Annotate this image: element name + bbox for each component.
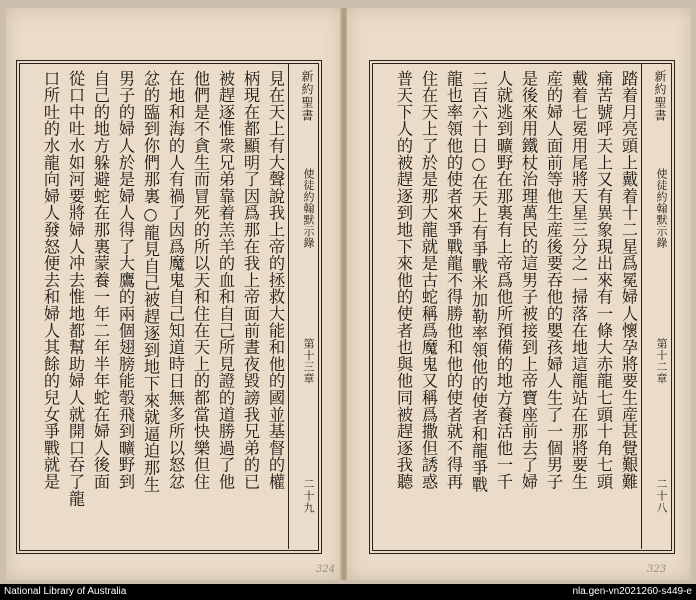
- right-text-column: 普天下人的被趕逐到地下來他的使者也與他同被趕逐我聽: [394, 70, 413, 490]
- left-page-header: 新約聖書: [300, 70, 314, 122]
- left-page: [6, 8, 343, 580]
- right-text-column: 人就逃到曠野在那裏有上帝爲他所預備的地方養活他一千: [494, 70, 513, 490]
- right-chapter: 第十二章: [655, 338, 668, 384]
- right-text-column: 痛苦號呼天上又有異象現出來有一條大赤龍七頭十角七頭: [594, 70, 613, 490]
- left-text-column: 口所吐的水龍向婦人發怒便去和婦人其餘的兒女爭戰就是: [41, 70, 60, 490]
- left-page-number: 二十九: [302, 478, 315, 514]
- left-text-column: 被趕逐惟衆兄弟靠着羔羊的血和自己所見證的道勝過了他: [216, 70, 235, 490]
- right-page-number: 二十八: [655, 478, 668, 514]
- right-page-header: 新約聖書: [653, 70, 667, 122]
- right-text-column: 是後來用鐵杖治理萬民的這男子被接到上帝寶座前去了婦: [519, 70, 538, 490]
- left-page-stamp: 324: [316, 564, 336, 575]
- left-book-title: 使徒約翰默示錄: [302, 168, 315, 249]
- right-page-stamp: 323: [647, 564, 667, 575]
- right-text-column: 龍也率領他的使者來爭戰龍不得勝他和他的使者就不得再: [444, 70, 463, 490]
- left-text-column: 柄現在都顯明了因爲那在我上帝面前晝夜毀謗我兄弟的已: [241, 70, 260, 490]
- left-text-column: 忿的臨到你們那裏○龍見自己被趕逐到地下來就逼迫那生: [141, 70, 160, 493]
- right-page: [346, 8, 691, 580]
- left-margin-divider: [288, 63, 289, 549]
- left-text-column: 他們是不貪生而冒死的所以天和住在天上的都當快樂但住: [191, 70, 210, 490]
- left-text-column: 自己的地方躲避蛇在那裏蒙養一年二年半年蛇在婦人後面: [91, 70, 110, 490]
- right-text-column: 産的婦人面前等他生産後要吞他的嬰孩婦人生了一個男子: [544, 70, 563, 490]
- left-chapter: 第十三章: [302, 338, 315, 384]
- right-text-column: 戴着七冕用尾將天星三分之一掃落在地這龍站在那將要生: [569, 70, 588, 490]
- footer-item-id: nla.gen-vn2021260-s449-e: [572, 586, 692, 597]
- left-text-column: 從口中吐水如河要將婦人冲去惟地都幫助婦人就開口吞了龍: [66, 70, 85, 507]
- right-book-title: 使徒約翰默示錄: [655, 168, 668, 249]
- right-margin-divider: [641, 63, 642, 549]
- left-text-column: 男子的婦人於是婦人得了大鷹的兩個翅膀能彀飛到曠野到: [116, 70, 135, 490]
- archive-footer-bar: [0, 584, 696, 600]
- right-text-column: 踏着月亮頭上戴着十二星爲冕婦人懷孕將要生産甚覺艱難: [619, 70, 638, 490]
- footer-library-name: National Library of Australia: [4, 586, 127, 597]
- right-text-column: 住在天上了於是那大龍就是古蛇稱爲魔鬼又稱爲撒但誘惑: [419, 70, 438, 490]
- left-text-column: 在地和海的人有禍了因爲魔鬼自己知道時日無多所以怒忿: [166, 70, 185, 490]
- right-text-column: 二百六十日○在天上有爭戰米加勒率領他的使者和龍爭戰: [469, 70, 488, 493]
- left-text-column: 見在天上有大聲說我上帝的拯救大能和他的國並基督的權: [266, 70, 285, 490]
